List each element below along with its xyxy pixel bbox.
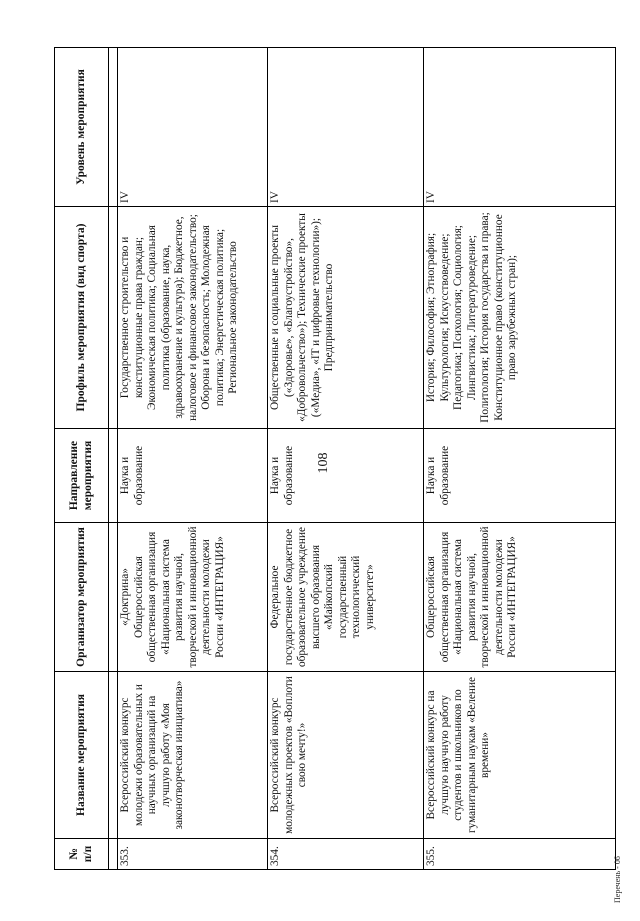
page-number: 108 [316, 452, 331, 474]
row-number: 354. [268, 839, 424, 870]
rotated-table-frame [54, 48, 616, 870]
event-profile: Общественные и социальные проекты («Здоровье», «Благоустройство», «Добровольчество»); Технические проекты («Медиа», «IT и цифровые технологии»); Предпринимательство [268, 207, 424, 429]
event-direction: Наука и образование [268, 429, 424, 523]
footer-note: Перечень - 06 [613, 856, 622, 903]
table-row [424, 48, 616, 870]
document-table-container [54, 48, 616, 870]
table-row [118, 48, 268, 870]
header-name: Название мероприятия [55, 672, 109, 839]
header-level: Уровень мероприятия [55, 48, 109, 207]
table-header-row [55, 48, 109, 870]
event-organizer: Федеральное государственное бюджетное образовательное учреждение высшего образования «Майкопский государственный технологический университет» [268, 523, 424, 672]
table-spacer-row [109, 48, 118, 870]
event-profile: История; Философия; Этнография; Культурология; Искусствоведение; Педагогика; Психология; Социология; Лингвистика; Литературоведение; Политология; История государства и права; Конституционное право (конституционное право зарубежных стран); [424, 207, 616, 429]
event-direction: Наука и образование [118, 429, 268, 523]
event-name: Всероссийский конкурс молодежных проектов «Воплоти свою мечту!» [268, 672, 424, 839]
event-organizer [118, 523, 268, 672]
event-level: IV [268, 48, 424, 207]
event-organizer: Общероссийская общественная организация «Национальная система развития научной, творческой и инновационной деятельности молодежи России «ИНТЕГРАЦИЯ» [424, 523, 616, 672]
organizer-text: Общероссийская общественная организация «Национальная система развития научной, творческой и инновационной деятельности молодежи России «ИНТЕГРАЦИЯ» [132, 526, 226, 668]
table-row [268, 48, 424, 870]
event-level: IV [424, 48, 616, 207]
header-organizer: Организатор мероприятия [55, 523, 109, 672]
event-direction: Наука и образование [424, 429, 616, 523]
event-level: IV [118, 48, 268, 207]
events-table [54, 47, 616, 870]
header-num: № п/п [55, 839, 109, 870]
organizer-line: «Доктрина» [119, 568, 131, 626]
row-number: 353. [118, 839, 268, 870]
header-profile: Профиль мероприятия (вид спорта) [55, 207, 109, 429]
event-name: Всероссийский конкурс молодежи образовательных и научных организаций на лучшую работу «Моя законотворческая инициатива» [118, 672, 268, 839]
row-number: 355. [424, 839, 616, 870]
header-direction: Направление мероприятия [55, 429, 109, 523]
event-profile: Государственное строительство и конституционные права граждан; Экономическая политика; Социальная политика (образование, наука, здравоохранение и культура); Бюджетное, налоговое и финансовое законодательство; Оборона и безопасность; Молодежная политика; Энергетическая политика; Региональное законодательство [118, 207, 268, 429]
event-name: Всероссийский конкурс на лучшую научную работу студентов и школьников по гуманитарным наукам «Веление времени» [424, 672, 616, 839]
